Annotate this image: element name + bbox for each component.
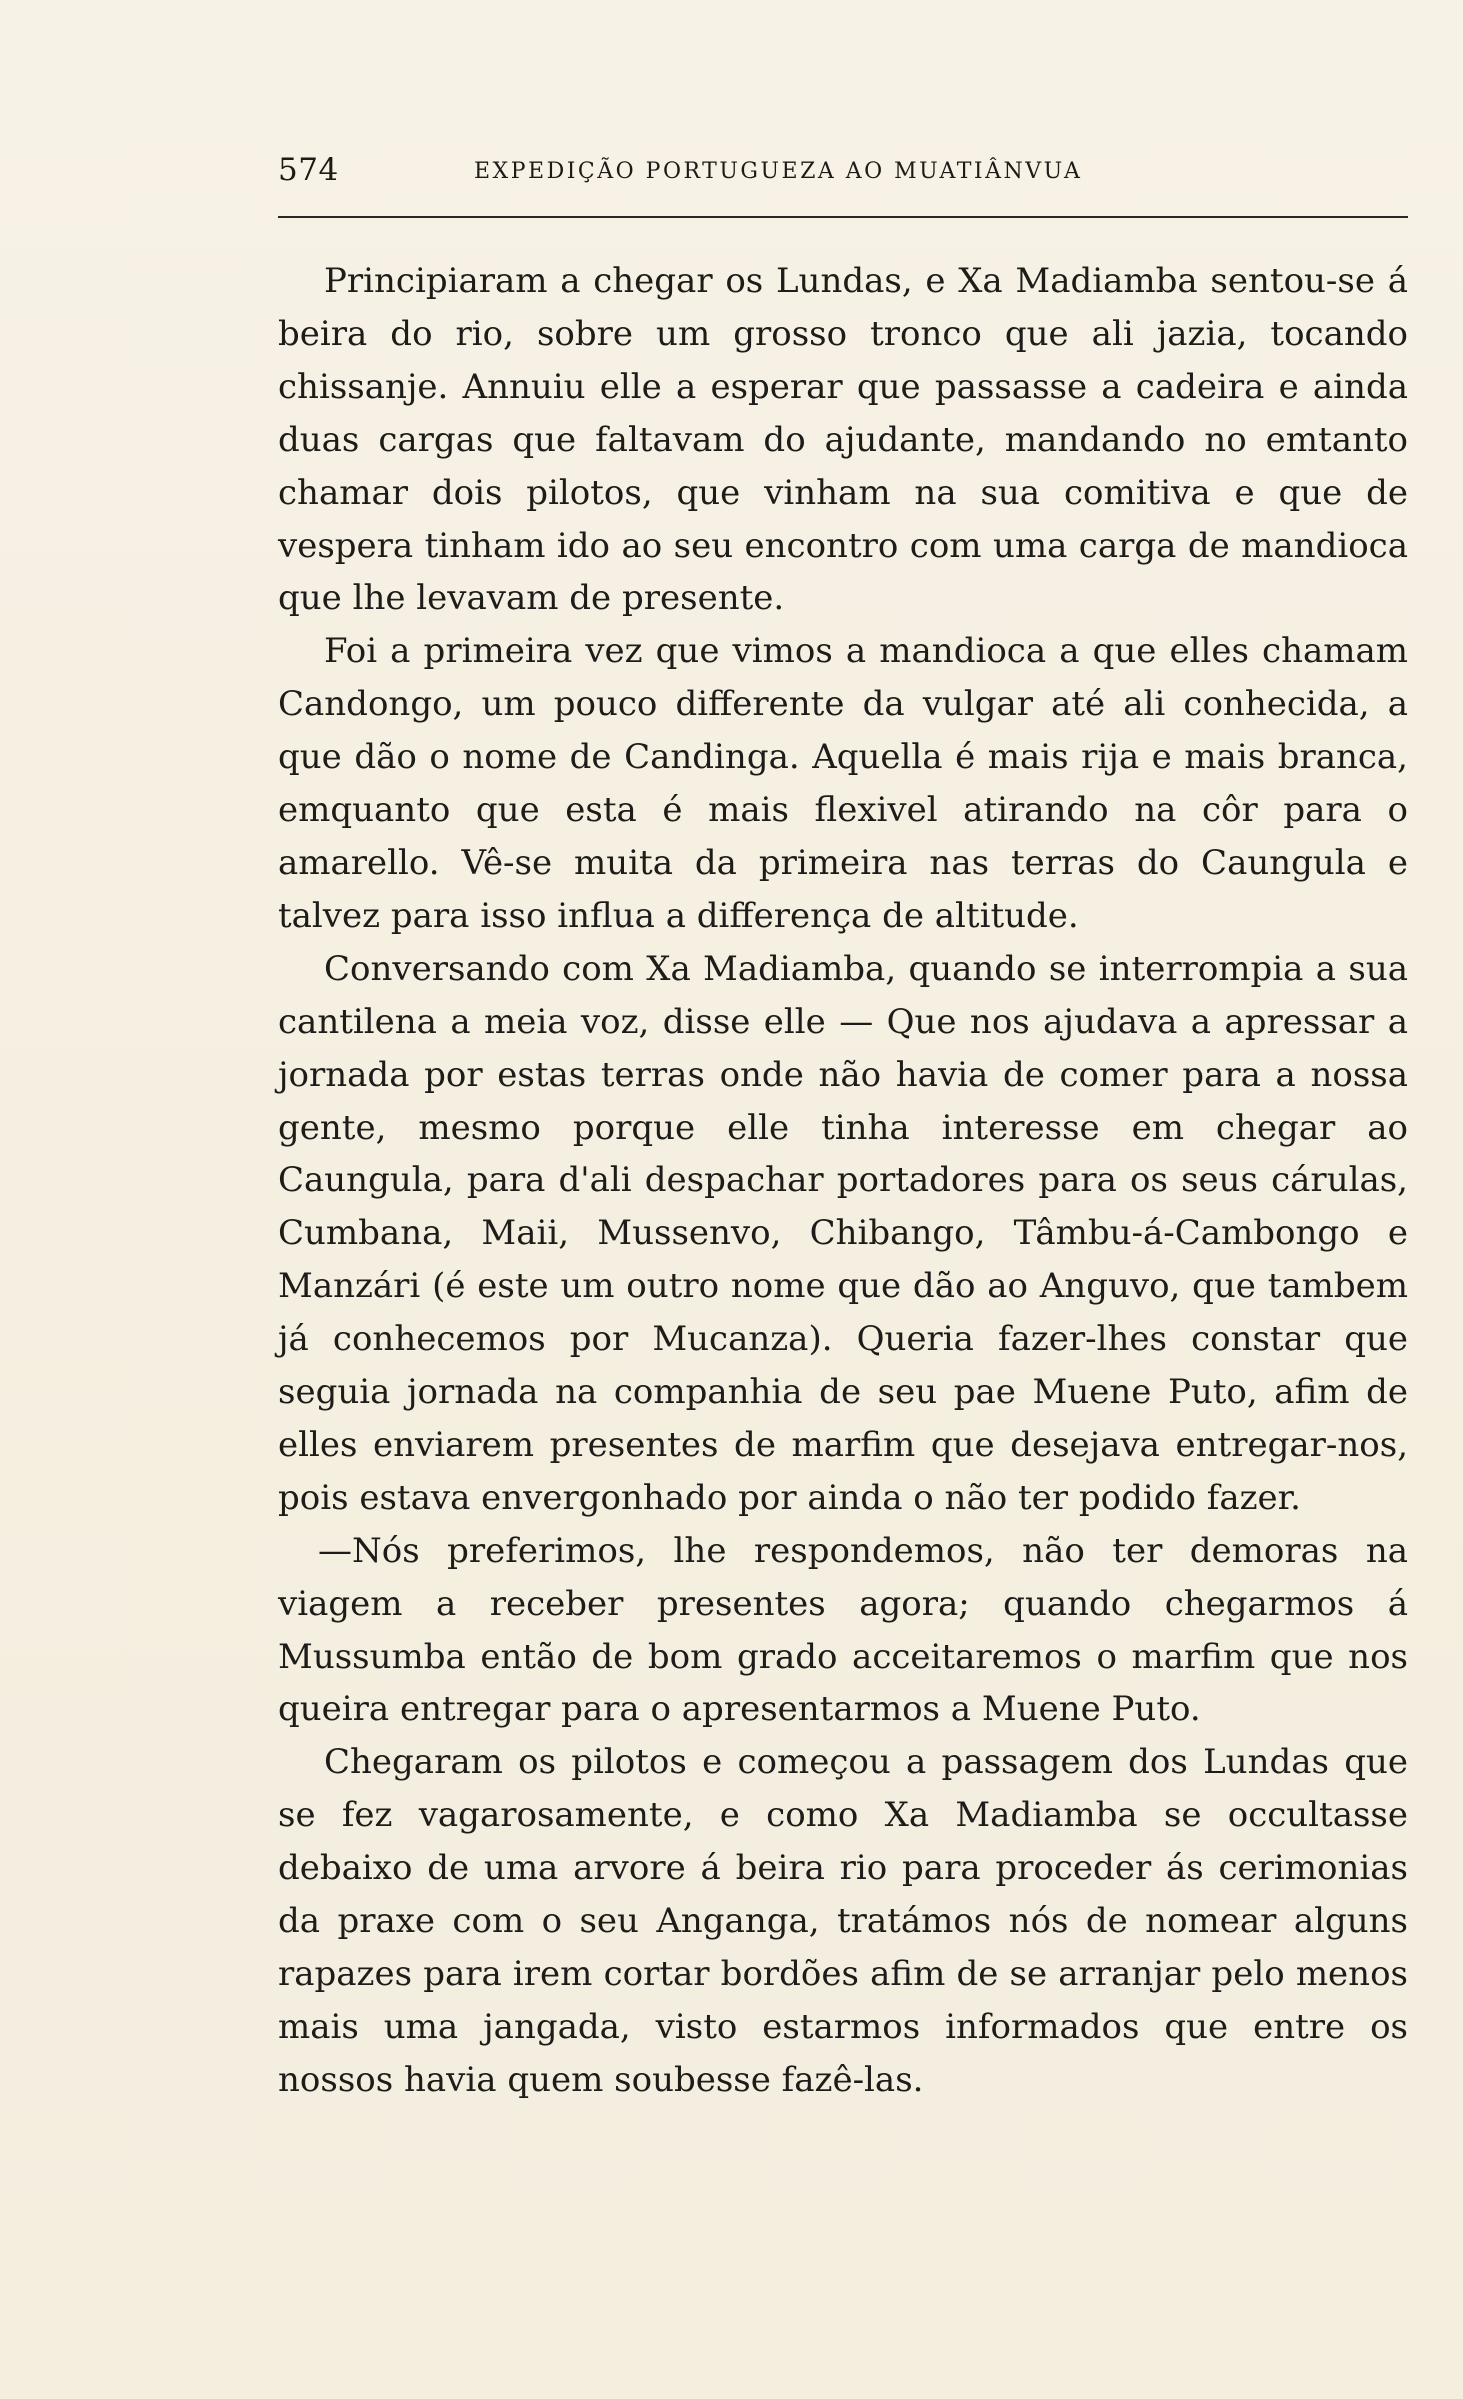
paragraph: —Nós preferimos, lhe respondemos, não ter demoras na viagem a receber presentes agora; quando chegarmos á Mussumba então de bom grado acceitaremos o marfim que nos queira entregar para o apresentarmos a Muene Puto.: [278, 1530, 1408, 1730]
header-rule: [278, 216, 1408, 218]
paragraph: Chegaram os pilotos e começou a passagem dos Lundas que se fez vagarosamente, e como Xa Madiamba se occultasse debaixo de uma arvore á beira rio para proceder ás cerimonias da praxe com o seu Anganga, tratámos nós de nomear alguns rapazes para irem cortar bordões afim de se arranjar pelo menos mais uma jangada, visto estarmos informados que entre os nossos havia quem soubesse fazê-las.: [278, 1742, 1408, 2100]
paragraph: Principiaram a chegar os Lundas, e Xa Madiamba sentou-se á beira do rio, sobre um grosso tronco que ali jazia, tocando chissanje. Annuiu elle a esperar que passasse a cadeira e ainda duas cargas que faltavam do ajudante, mandando no emtanto chamar dois pilotos, que vinham na sua comitiva e que de vespera tinham ido ao seu encontro com uma carga de mandioca que lhe levavam de presente.: [278, 261, 1408, 619]
page-number: 574: [278, 152, 339, 188]
body-text: [278, 255, 1408, 2107]
paragraph: Foi a primeira vez que vimos a mandioca a que elles chamam Candongo, um pouco differente da vulgar até ali conhecida, a que dão o nome de Candinga. Aquella é mais rija e mais branca, emquanto que esta é mais flexivel atirando na côr para o amarello. Vê-se muita da primeira nas terras do Caungula e talvez para isso influa a differença de altitude.: [278, 631, 1408, 936]
running-title: EXPEDIÇÃO PORTUGUEZA AO MUATIÂNVUA: [474, 159, 1083, 184]
page-header: [278, 152, 1408, 198]
paragraph: Conversando com Xa Madiamba, quando se interrompia a sua cantilena a meia voz, disse elle — Que nos ajudava a apressar a jornada por estas terras onde não havia de comer para a nossa gente, mesmo porque elle tinha interesse em chegar ao Caungula, para d'ali despachar portadores para os seus cárulas, Cumbana, Maii, Mussenvo, Chibango, Tâmbu-á-Cambongo e Manzári (é este um outro nome que dão ao Anguvo, que tambem já conhecemos por Mucanza). Queria fazer-lhes constar que seguia jornada na companhia de seu pae Muene Puto, afim de elles enviarem presentes de marfim que desejava entregar-nos, pois estava envergonhado por ainda o não ter podido fazer.: [278, 948, 1408, 1518]
